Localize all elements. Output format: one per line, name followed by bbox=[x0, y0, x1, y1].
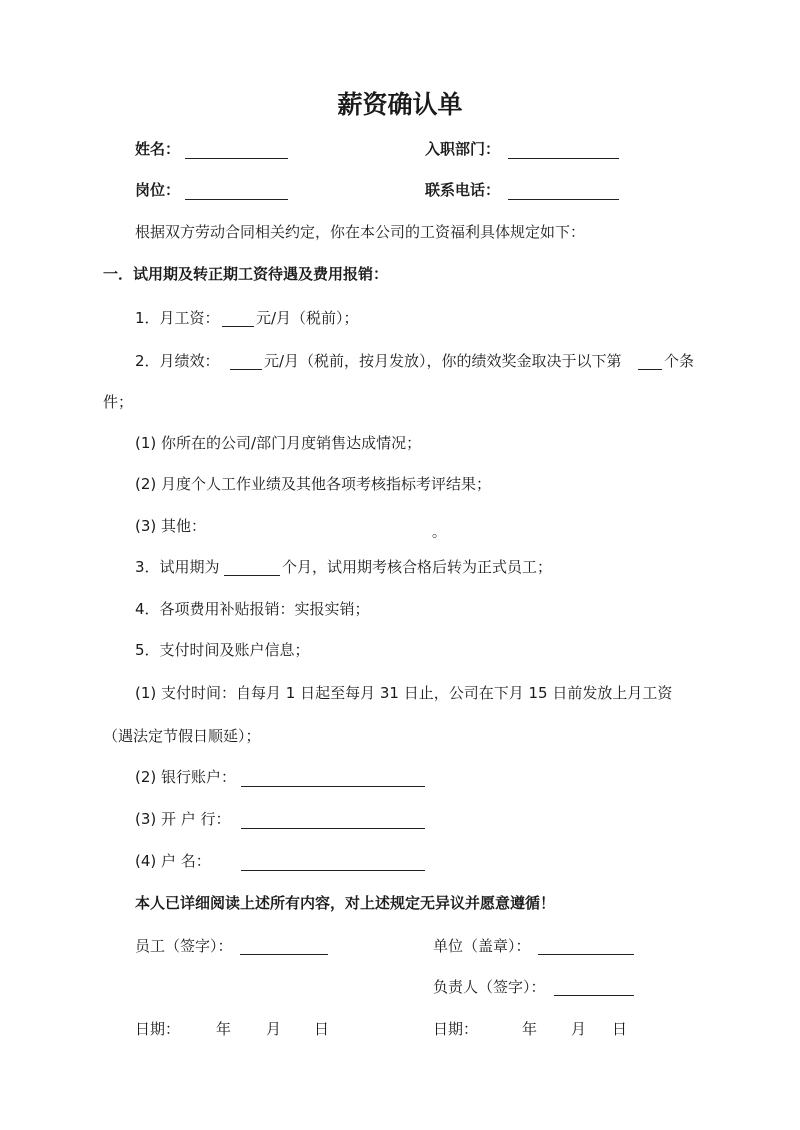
document-title: 薪资确认单 bbox=[337, 90, 463, 119]
condition-2: (2) 月度个人工作业绩及其他各项考核指标考评结果； bbox=[135, 475, 492, 493]
bank-branch-field[interactable] bbox=[241, 828, 425, 829]
item-4: 4．各项费用补贴报销：实报实销； bbox=[135, 600, 370, 618]
performance-field[interactable] bbox=[230, 369, 262, 370]
probation-months-field[interactable] bbox=[224, 575, 280, 576]
item-3-text: 个月，试用期考核合格后转为正式员工； bbox=[282, 558, 553, 576]
condition-1: (1) 你所在的公司/部门月度销售达成情况； bbox=[135, 434, 422, 452]
dept-field[interactable] bbox=[508, 158, 619, 159]
payment-time: (1) 支付时间：自每月 1 日起至每月 31 日止，公司在下月 15 日前发放上月工资 bbox=[135, 684, 673, 702]
company-seal-label: 单位（盖章）： bbox=[433, 937, 531, 955]
condition-3: (3) 其他： bbox=[135, 517, 207, 535]
manager-signature-field[interactable] bbox=[554, 995, 634, 996]
employee-signature-field[interactable] bbox=[240, 954, 328, 955]
manager-signature-label: 负责人（签字）： bbox=[433, 978, 546, 996]
company-date-day: 日 bbox=[612, 1020, 628, 1038]
item-1-label: 1．月工资： bbox=[135, 309, 220, 327]
intro-text: 根据双方劳动合同相关约定，你在本公司的工资福利具体规定如下： bbox=[135, 223, 586, 241]
monthly-salary-field[interactable] bbox=[222, 326, 254, 327]
item-1-unit: 元/月（税前）； bbox=[256, 309, 359, 327]
payment-time-continuation: （遇法定节假日顺延）； bbox=[103, 727, 261, 745]
condition-3-end: 。 bbox=[432, 525, 446, 541]
position-field[interactable] bbox=[185, 199, 288, 200]
item-5: 5．支付时间及账户信息； bbox=[135, 641, 310, 659]
company-date-label: 日期： bbox=[433, 1020, 479, 1038]
item-3-label: 3．试用期为 bbox=[135, 558, 220, 576]
employee-date-year: 年 bbox=[216, 1020, 232, 1038]
condition-count-field[interactable] bbox=[638, 369, 662, 370]
company-date-month: 月 bbox=[571, 1020, 587, 1038]
item-2-continuation: 件； bbox=[103, 393, 134, 411]
employee-signature-label: 员工（签字）： bbox=[135, 937, 233, 955]
item-2-end: 个条 bbox=[664, 352, 695, 370]
dept-label: 入职部门： bbox=[425, 140, 501, 158]
account-name-label: (4) 户 名： bbox=[135, 852, 211, 870]
item-2-label: 2．月绩效： bbox=[135, 352, 220, 370]
bank-account-label: (2) 银行账户： bbox=[135, 768, 237, 786]
bank-branch-label: (3) 开 户 行： bbox=[135, 810, 231, 828]
item-2-text: 元/月（税前，按月发放），你的绩效奖金取决于以下第 bbox=[264, 352, 622, 370]
phone-field[interactable] bbox=[508, 199, 619, 200]
section-1-title: 一．试用期及转正期工资待遇及费用报销： bbox=[103, 265, 389, 283]
name-label: 姓名： bbox=[135, 140, 181, 158]
employee-date-day: 日 bbox=[314, 1020, 330, 1038]
name-field[interactable] bbox=[185, 158, 288, 159]
bank-account-field[interactable] bbox=[241, 786, 425, 787]
confirmation-statement: 本人已详细阅读上述所有内容，对上述规定无异议并愿意遵循！ bbox=[135, 894, 556, 912]
employee-date-month: 月 bbox=[266, 1020, 282, 1038]
position-label: 岗位： bbox=[135, 181, 181, 199]
company-seal-field[interactable] bbox=[538, 954, 634, 955]
phone-label: 联系电话： bbox=[425, 181, 501, 199]
company-date-year: 年 bbox=[522, 1020, 538, 1038]
employee-date-label: 日期： bbox=[135, 1020, 181, 1038]
account-name-field[interactable] bbox=[241, 870, 425, 871]
